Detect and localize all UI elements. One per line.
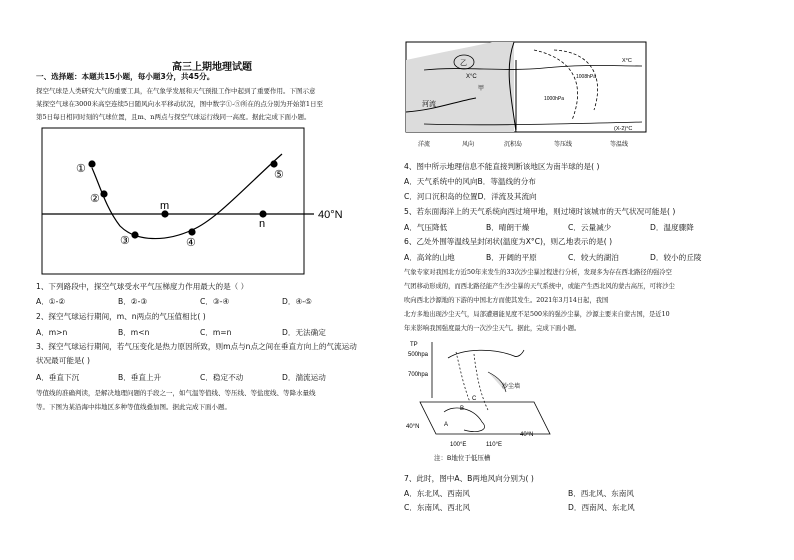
point-4: [188, 228, 195, 235]
label-3: ③: [120, 235, 130, 247]
q3-stem-cont: 状况最可能是( ): [36, 356, 90, 365]
label-1008: 1008hPa: [576, 74, 597, 80]
q5-option-a[interactable]: A．气压降低: [404, 223, 448, 232]
label-4: ④: [186, 237, 196, 249]
label-40n-right: 40°N: [520, 432, 534, 438]
ground-plane: [420, 402, 550, 434]
q3-option-b[interactable]: B．垂直上升: [118, 373, 162, 382]
point-3: [131, 231, 138, 238]
legend-wind: 风向: [462, 142, 475, 148]
q6-option-c[interactable]: C．较大的湖泊: [568, 253, 619, 262]
section-heading: 一、选择题：本题共15小题，每小题3分，共45分。: [36, 72, 215, 81]
q1-option-c[interactable]: C．③-④: [200, 297, 230, 306]
point-1: [88, 160, 95, 167]
intro1-line: 探空气球是人类研究大气的重要工具，在气象学发展和天气预报工作中起到了重要作用。下图示意: [36, 87, 316, 95]
label-700: 700hpa: [408, 372, 429, 378]
upper-trough: [448, 350, 524, 358]
q1-option-d[interactable]: D．④-⑤: [282, 297, 312, 306]
q1-option-a[interactable]: A．①-②: [36, 297, 66, 306]
label-x-east: X°C: [622, 58, 632, 64]
intro2-line: 等值线的准确判读，是解决地理问题的手段之一，如气温等值线、等压线、等盐度线、等降水量线: [36, 389, 316, 397]
label-yi: 乙: [460, 60, 467, 67]
q1-option-b[interactable]: B．②-③: [118, 297, 148, 306]
front-line-1: [456, 352, 470, 402]
legend-isobar: 等压线: [554, 142, 573, 148]
q7-option-a[interactable]: A．东北风、西南风: [404, 489, 470, 498]
q2-option-b[interactable]: B．m<n: [118, 328, 150, 337]
q4-option-a[interactable]: A．天气系统中的风向B．等温线的分布: [404, 177, 536, 186]
label-tp: TP: [410, 342, 418, 348]
label-40n-left: 40°N: [406, 424, 420, 430]
q7-option-c[interactable]: C．东南风、西北风: [404, 503, 471, 512]
q2-stem: 2、探空气球运行期间，m、n两点的气压值相比( ): [36, 312, 206, 321]
q5-option-b[interactable]: B．晴朗干燥: [486, 223, 530, 232]
label-m: m: [160, 200, 170, 212]
legend-island: 沉积岛: [504, 142, 523, 148]
label-1: ①: [76, 163, 86, 175]
point-5: [270, 160, 277, 167]
q6-stem: 6、乙处外围等温线呈封闭状(温度为X°C)，则乙地表示的是( ): [404, 237, 613, 246]
label-dust-wall: 沙尘墙: [502, 384, 521, 390]
q6-option-b[interactable]: B．开阔的平原: [486, 253, 537, 262]
intro3-line: 年来影响我国强度最大的一次沙尘天气。据此，完成下面小题。: [404, 325, 581, 332]
surface-isobar: [444, 408, 485, 432]
q2-option-c[interactable]: C．m=n: [200, 328, 232, 337]
q1-stem: 1、下列路段中，探空气球受水平气压梯度力作用最大的是（ ）: [36, 282, 249, 291]
q7-option-b[interactable]: B．西北风、东南风: [568, 489, 634, 498]
intro1-line: 某探空气球在3000米高空连续5日随风向水平移动状况，图中数字①-⑤所在的点分别为开始第1日至: [36, 100, 324, 108]
intro3-line: 北方多地出现沙尘天气，局部遭遇能见度不足500米的强沙尘暴，沙源主要来自蒙古国，是近10: [404, 311, 670, 318]
legend-isotherm: 等温线: [610, 142, 629, 148]
label-40n: 40°N: [318, 209, 343, 221]
label-river: 河流: [422, 101, 436, 108]
label-c: C: [472, 396, 477, 402]
q5-stem: 5、若东面海洋上的天气系统向西过境甲地，则过境时该城市的天气状况可能是( ): [404, 207, 676, 216]
figure-caption: 注：B地位于低压槽: [434, 455, 491, 462]
label-110e: 110°E: [486, 442, 502, 448]
intro3-line: 吹向西北沙源地的下游的中国北方而使其发生。2021年3月14日起，我国: [404, 297, 609, 304]
intro2-line: 等。下图为某沿海中纬地区多种等值线叠加图。据此完成下面小题。: [36, 403, 231, 411]
page-title: 高三上期地理试题: [172, 62, 252, 73]
q4-option-c[interactable]: C．河口沉积岛的位置D．洋流及其流向: [404, 192, 537, 201]
label-a: A: [444, 422, 449, 428]
balloon-track: [92, 154, 282, 239]
label-x: X°C: [466, 74, 477, 80]
intro1-line: 第5日每日相同时刻的气球位置，且m、n两点与探空气球运行线同一高度。据此完成下面小题。: [36, 113, 311, 121]
q5-option-d[interactable]: D．温度骤降: [650, 223, 694, 232]
balloon-path-figure: [36, 126, 388, 278]
label-2: ②: [90, 193, 100, 205]
q2-option-a[interactable]: A．m>n: [36, 328, 68, 337]
q2-option-d[interactable]: D．无法确定: [282, 328, 326, 337]
label-n: n: [259, 218, 266, 230]
label-500: 500hpa: [408, 352, 429, 358]
q3-option-a[interactable]: A．垂直下沉: [36, 373, 80, 382]
q3-option-c[interactable]: C．稳定不动: [200, 373, 244, 382]
isoline-map-figure: [404, 40, 654, 154]
q3-option-d[interactable]: D．湍流运动: [282, 373, 326, 382]
label-100e: 100°E: [450, 442, 467, 448]
label-b: B: [460, 406, 465, 412]
figure-frame: [42, 128, 304, 274]
label-1000: 1000hPa: [544, 96, 565, 102]
intro3-line: 气象专家对我国北方近50年来发生的33次沙尘暴过程进行分析，发现多为存在西北路径的强冷空: [404, 269, 672, 276]
point-2: [100, 190, 107, 197]
q6-option-d[interactable]: D．较小的丘陵: [650, 253, 702, 262]
q7-stem: 7、此时，图中A、B两地风向分别为( ): [404, 474, 534, 483]
intro3-line: 气团移动形成的，而西北路径能产生沙尘暴的天气系统中，或能产生西北风的蒙古高压，可将沙尘: [404, 283, 675, 290]
sandstorm-figure: [404, 338, 564, 470]
q5-option-c[interactable]: C．云量减少: [568, 223, 612, 232]
label-jia: 甲: [478, 86, 485, 92]
q7-option-d[interactable]: D．西南风、东北风: [568, 503, 635, 512]
q6-option-a[interactable]: A．高耸的山地: [404, 253, 455, 262]
point-n: [259, 210, 266, 217]
label-5: ⑤: [274, 169, 284, 181]
legend-current: 洋流: [418, 142, 431, 148]
q3-stem: 3、探空气球运行期间，若气压变化是热力原因所致，则m点与n点之间在垂直方向上的气流运动: [36, 342, 357, 351]
q4-stem: 4、图中所示地理信息不能直接判断该地区为南半球的是( ): [404, 162, 600, 171]
label-x2: (X-2)°C: [614, 126, 633, 132]
